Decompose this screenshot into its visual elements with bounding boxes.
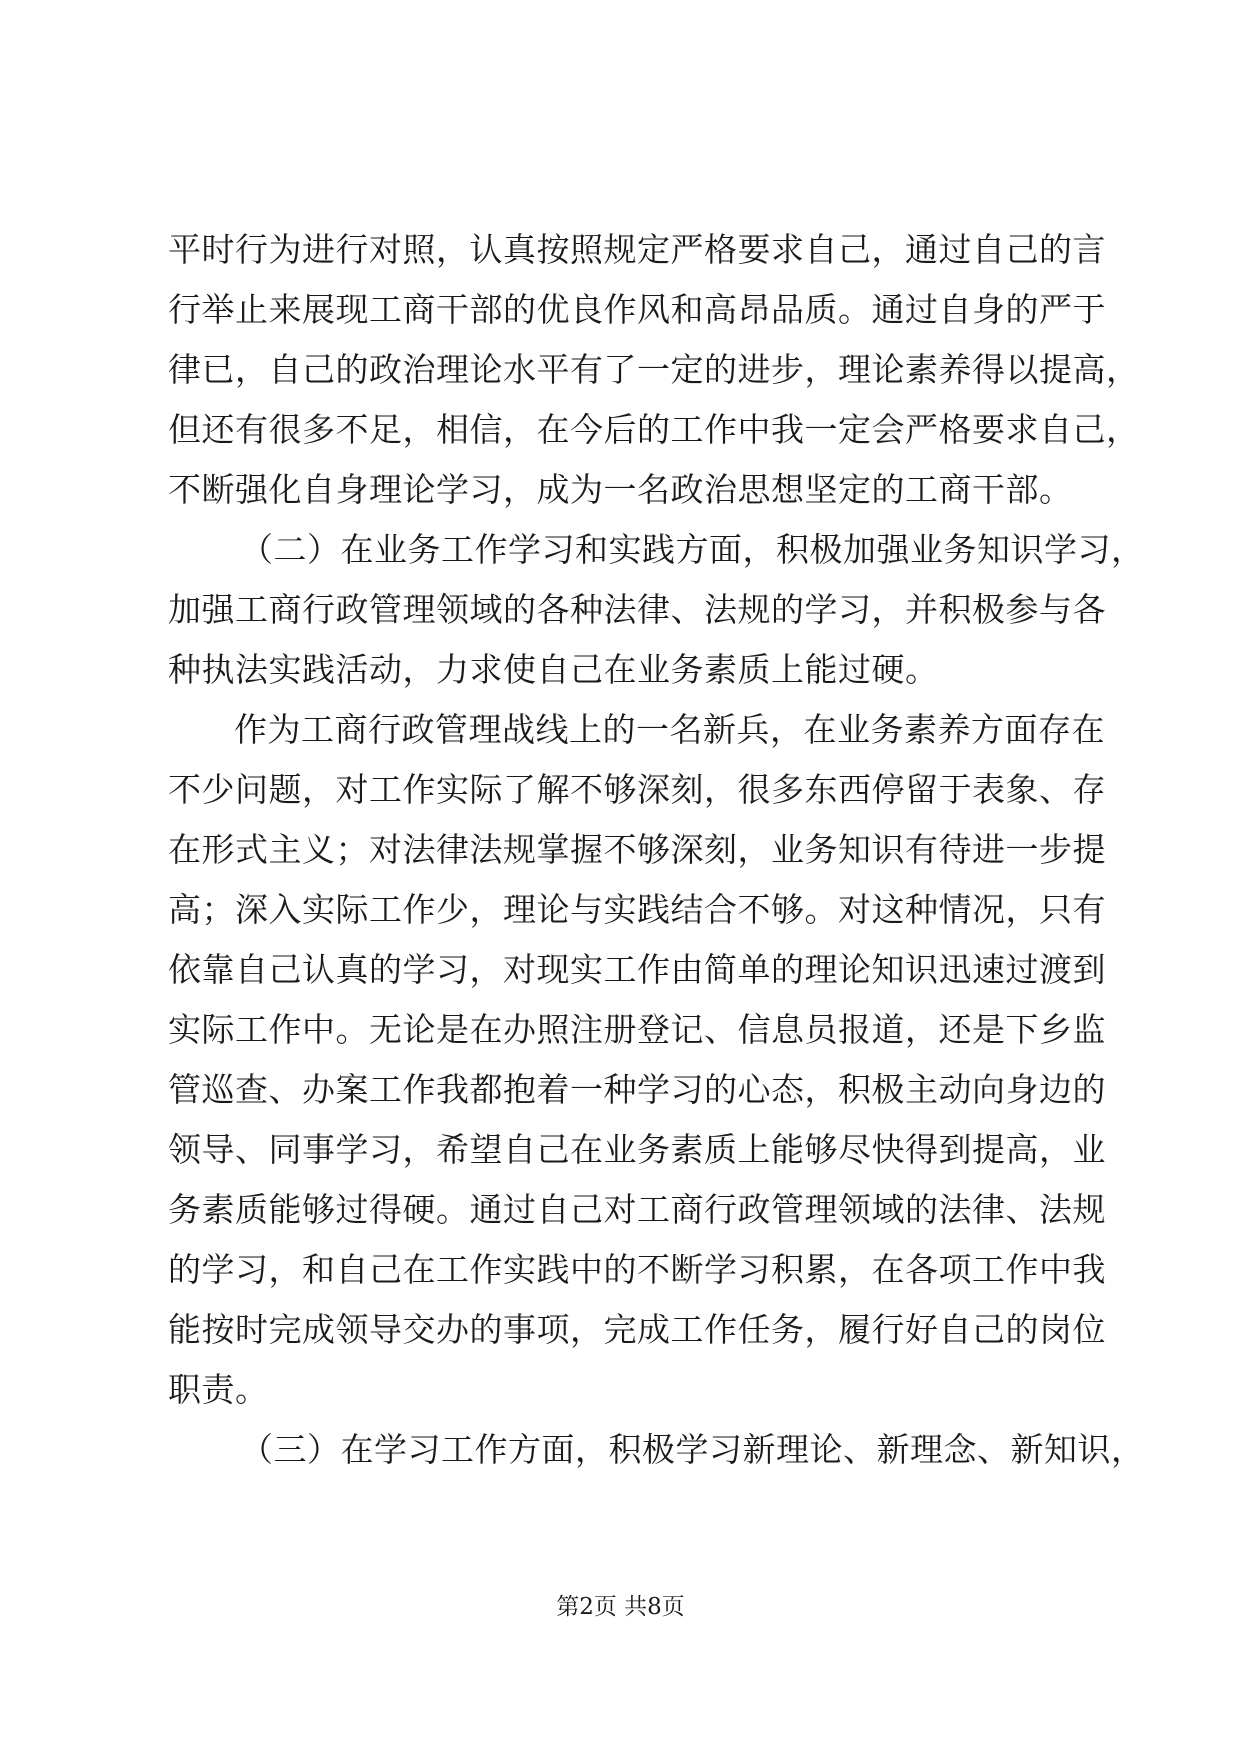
text-line: 的学习，和自己在工作实践中的不断学习积累，在各项工作中我	[168, 1250, 1106, 1289]
text-line: 但还有很多不足，相信，在今后的工作中我一定会严格要求自己，	[168, 410, 1140, 449]
text-line: 加强工商行政管理领域的各种法律、法规的学习，并积极参与各	[168, 590, 1106, 629]
text-line: 平时行为进行对照，认真按照规定严格要求自己，通过自己的言	[168, 230, 1106, 269]
text-line: 不少问题，对工作实际了解不够深刻，很多东西停留于表象、存	[168, 770, 1106, 809]
text-line: 高；深入实际工作少，理论与实践结合不够。对这种情况，只有	[168, 890, 1106, 929]
text-line: 能按时完成领导交办的事项，完成工作任务，履行好自己的岗位	[168, 1310, 1106, 1349]
text-line: 行举止来展现工商干部的优良作风和高昂品质。通过自身的严于	[168, 290, 1106, 329]
text-line: 不断强化自身理论学习，成为一名政治思想坚定的工商干部。	[168, 470, 1073, 509]
text-line: （三）在学习工作方面，积极学习新理论、新理念、新知识，	[240, 1430, 1145, 1469]
text-line: 在形式主义；对法律法规掌握不够深刻，业务知识有待进一步提	[168, 830, 1106, 869]
text-line: 依靠自己认真的学习，对现实工作由简单的理论知识迅速过渡到	[168, 950, 1106, 989]
text-line: 种执法实践活动，力求使自己在业务素质上能过硬。	[168, 650, 939, 689]
text-line: 职责。	[168, 1370, 269, 1409]
text-line: 作为工商行政管理战线上的一名新兵，在业务素养方面存在	[234, 710, 1105, 749]
text-line: 管巡查、办案工作我都抱着一种学习的心态，积极主动向身边的	[168, 1070, 1106, 1109]
text-line: （二）在业务工作学习和实践方面，积极加强业务知识学习，	[240, 530, 1145, 569]
text-line: 实际工作中。无论是在办照注册登记、信息员报道，还是下乡监	[168, 1010, 1106, 1049]
text-line: 务素质能够过得硬。通过自己对工商行政管理领域的法律、法规	[168, 1190, 1106, 1229]
page-number-footer: 第2页 共8页	[556, 1594, 685, 1620]
text-line: 领导、同事学习，希望自己在业务素质上能够尽快得到提高，业	[168, 1130, 1106, 1169]
text-line: 律已，自己的政治理论水平有了一定的进步，理论素养得以提高，	[168, 350, 1140, 389]
